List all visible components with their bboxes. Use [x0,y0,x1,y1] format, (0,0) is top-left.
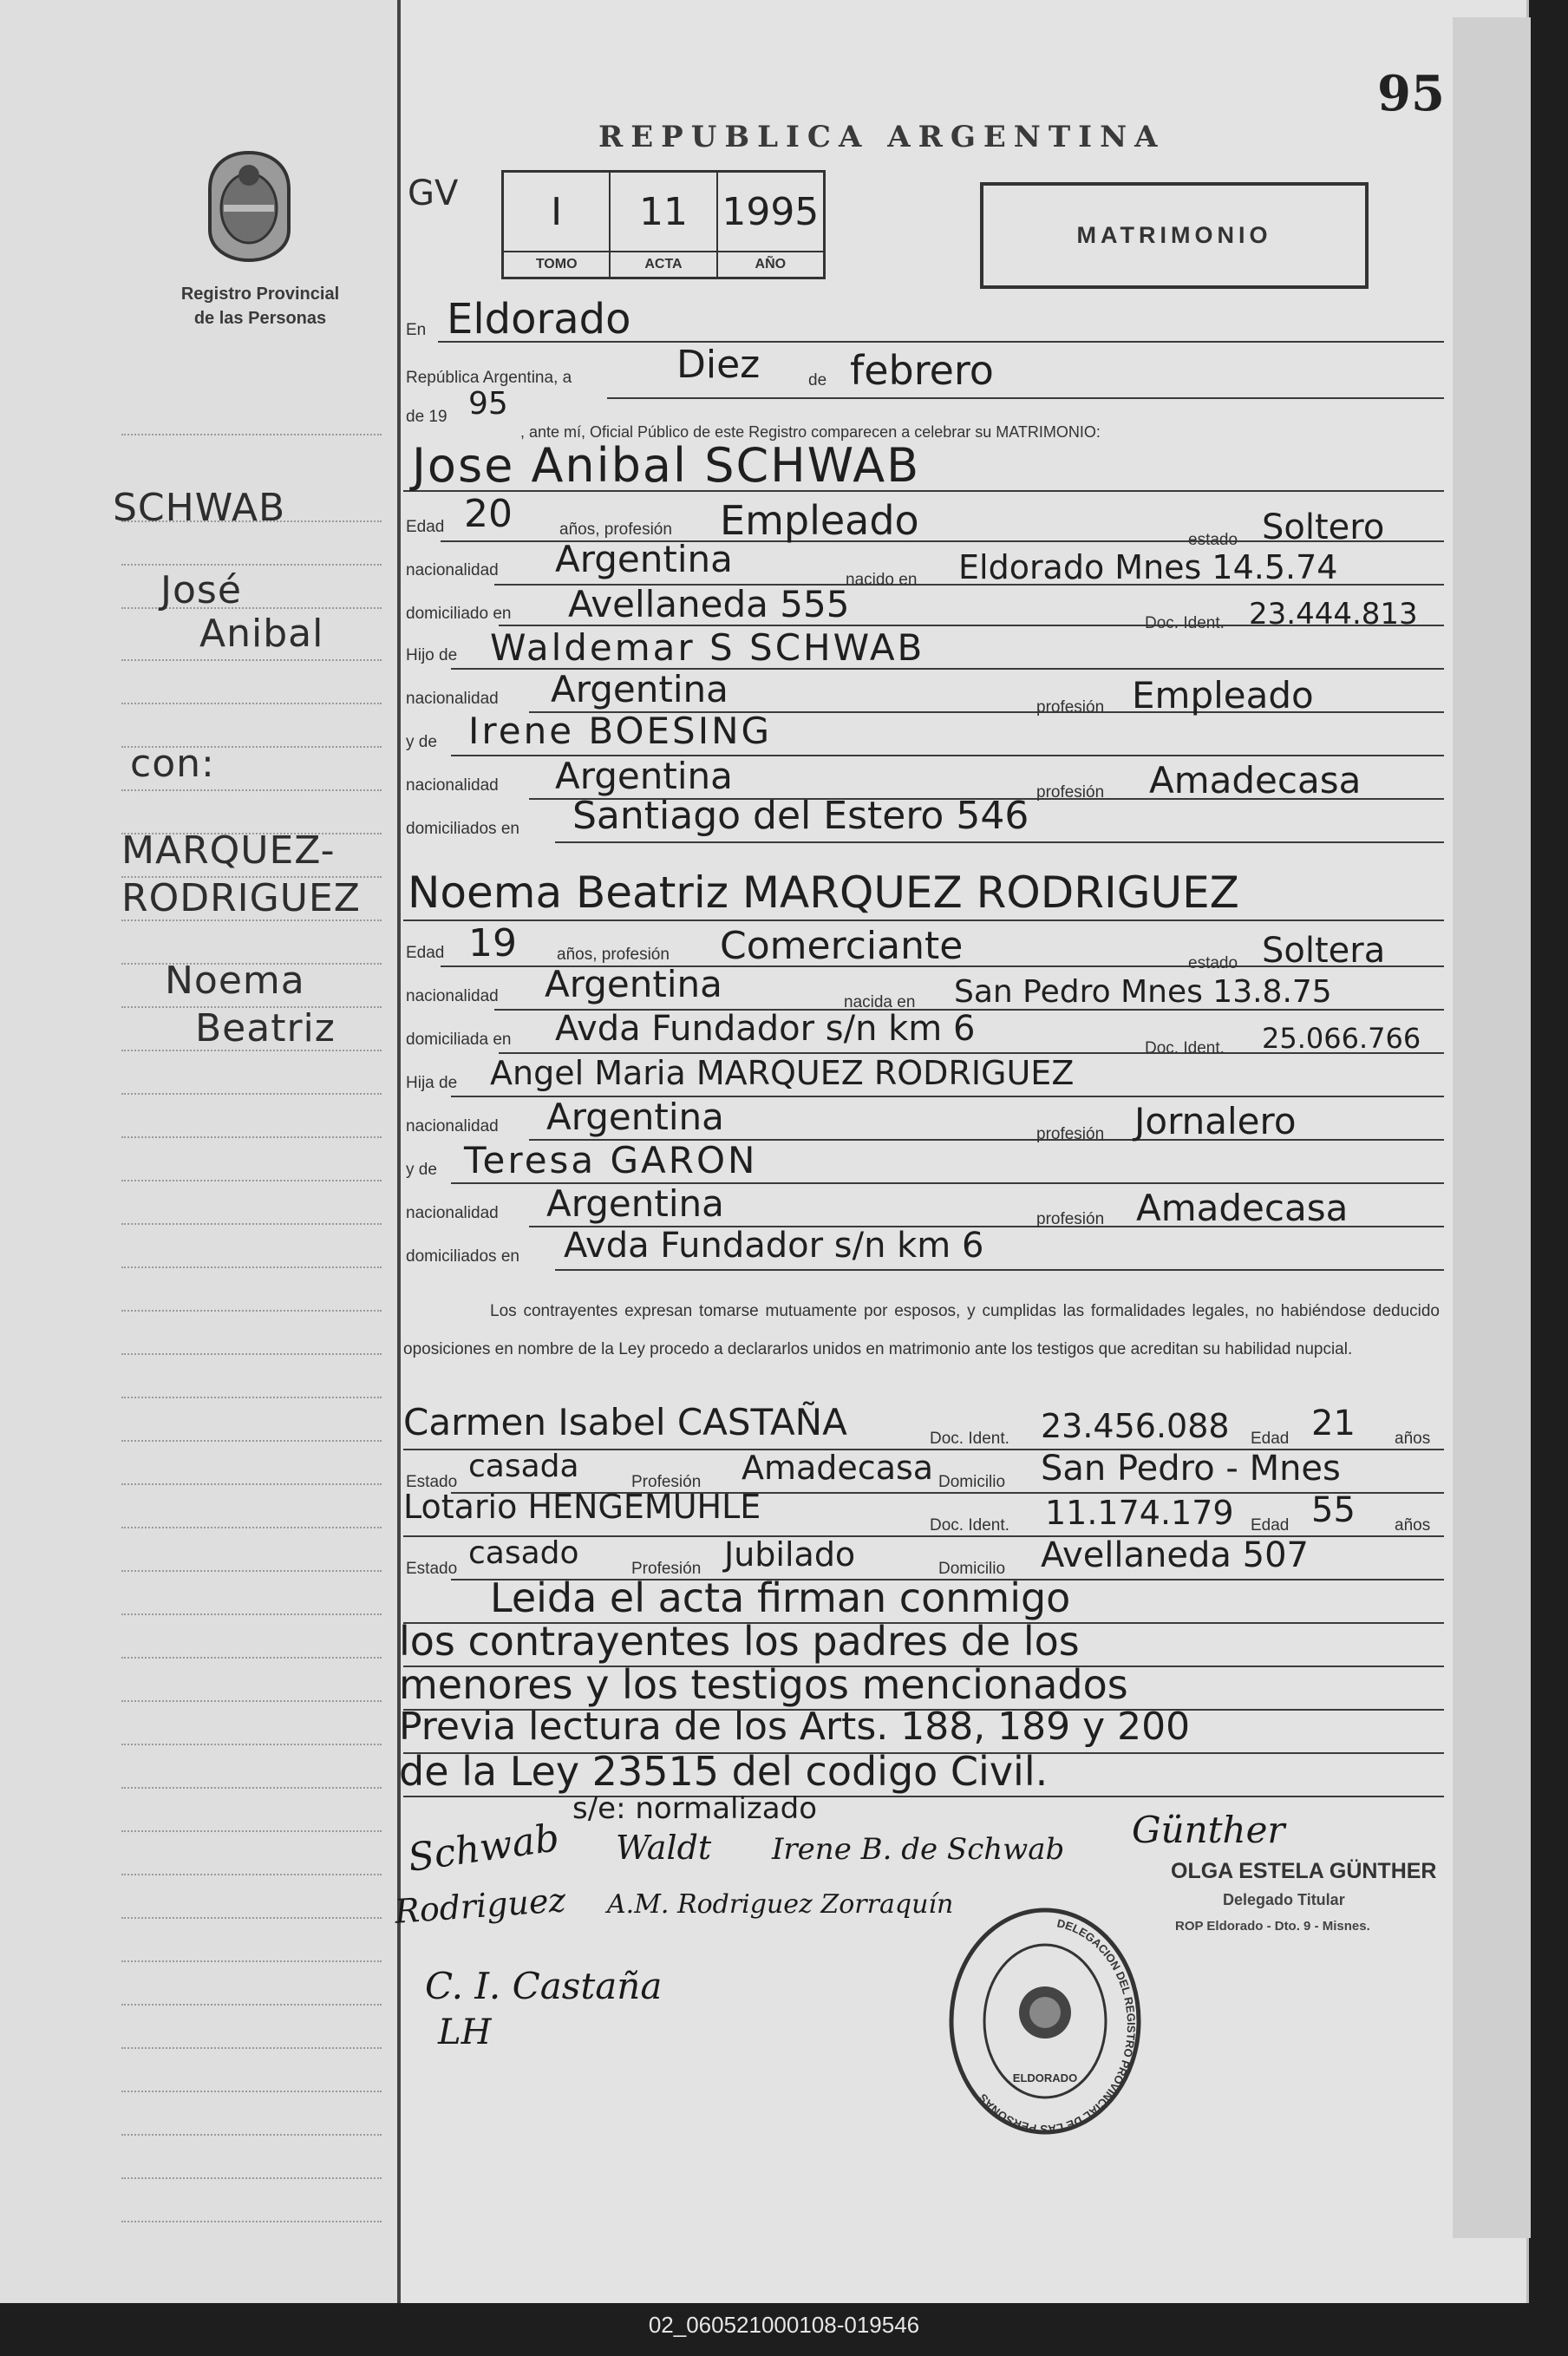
acta-cell [611,173,717,277]
signature: A.M. Rodriguez Zorraquín [607,1889,954,1920]
label: Domicilio [938,1560,1006,1578]
signature: C. I. Castaña [425,1965,663,2007]
margin-line [121,1136,382,1138]
label: profesión [1036,1125,1105,1143]
groom-profession: Empleado [720,497,919,544]
margin-line [121,434,382,435]
groom-father: Waldemar S SCHWAB [490,626,925,669]
signature: Rodriguez [393,1881,567,1931]
marriage-month: febrero [850,347,994,394]
note-line: Previa lectura de los Arts. 188, 189 y 200 [399,1705,1191,1749]
groom-parents-domicile: Santiago del Estero 546 [572,794,1029,838]
next-page-edge [1453,17,1531,2238]
margin-given-2: Beatriz [195,1006,336,1050]
label: Edad [1251,1430,1290,1448]
bride-father: Angel Maria MARQUEZ RODRIGUEZ [490,1054,1075,1092]
label: Edad [406,944,445,962]
note-line: Leida el acta firman conmigo [490,1574,1071,1621]
handwritten-mark: GV [408,173,459,213]
signature: Schwab [405,1816,562,1881]
margin-line [121,2091,382,2092]
official-title: Delegado Titular [1223,1891,1345,1908]
groom-mother: Irene BOESING [468,710,773,752]
official-rop: ROP Eldorado - Dto. 9 - Misnes. [1175,1919,1370,1934]
official-seal-icon [945,1904,1145,2138]
groom-father-nationality: Argentina [551,668,728,710]
acta-value: 11 [638,190,688,234]
margin-line [121,1787,382,1789]
margin-line [121,1917,382,1919]
form-line [555,1269,1444,1271]
label: domiciliados en [406,820,519,838]
groom-mother-nationality: Argentina [555,755,733,797]
margin-surname-1: SCHWAB [113,486,286,530]
witness2-profession: Jubilado [724,1535,856,1574]
margin-line [121,1223,382,1225]
de-label: de [808,371,827,389]
groom-birth: Eldorado Mnes 14.5.74 [958,548,1338,586]
groom-doc: 23.444.813 [1249,597,1418,632]
margin-line [121,1397,382,1398]
label: Estado [406,1560,458,1578]
margin-line [121,1310,382,1312]
label: Doc. Ident. [930,1430,1009,1448]
marriage-place: Eldorado [447,295,631,344]
groom-name: Jose Anibal SCHWAB [412,438,921,493]
label: Hijo de [406,646,458,664]
margin-line [121,1093,382,1095]
margin-line [121,1960,382,1962]
witness2-age: 55 [1311,1490,1356,1530]
label: nacionalidad [406,1117,499,1135]
label: profesión [1036,783,1105,802]
document-type-box: MATRIMONIO [980,182,1369,289]
margin-surname-2: RODRIGUEZ [121,876,361,920]
bride-mother: Teresa GARON [464,1139,758,1181]
republica-label: República Argentina, a [406,369,572,387]
margin-line [121,1353,382,1355]
witness1-name: Carmen Isabel CASTAÑA [403,1401,847,1443]
label: nacionalidad [406,561,499,579]
note-line: los contrayentes los padres de los [399,1618,1080,1665]
groom-father-profession: Empleado [1132,674,1314,717]
seal-city: ELDORADO [1012,2071,1078,2084]
tomo-label: TOMO [504,251,609,277]
witness1-profession: Amadecasa [742,1449,934,1487]
label: domiciliado en [406,605,512,623]
registro-line: de las Personas [193,309,327,328]
bride-profession: Comerciante [720,924,964,968]
witness1-status: casada [468,1449,579,1484]
label: Profesión [631,1473,702,1491]
margin-line [121,659,382,661]
margin-line [121,1700,382,1702]
official-signature: Günther [1132,1809,1285,1851]
label: profesión [1036,698,1105,717]
label: nacionalidad [406,690,499,708]
declaration-text: Los contrayentes expresan tomarse mutuamente por esposos, y cumplidas las formalidades legales, no habiéndose deducido oposiciones en nombre de la Ley procedo a declararlos unidos en matrimonio ante los testigos que acreditan su habilidad nupcial. [403,1302,1440,1358]
bride-mother-profession: Amadecasa [1136,1187,1349,1229]
ano-cell [718,173,823,277]
bride-father-nationality: Argentina [546,1096,724,1138]
margin-given-1: Anibal [199,612,324,656]
label: años, profesión [559,520,672,539]
groom-nationality: Argentina [555,538,733,580]
margin-line [121,2047,382,2049]
label: nacionalidad [406,987,499,1005]
signature: LH [438,2012,492,2052]
registro-label [130,282,390,330]
bride-doc: 25.066.766 [1262,1022,1421,1055]
bride-father-profession: Jornalero [1134,1100,1297,1142]
margin-line [121,1744,382,1745]
form-line [403,1796,1444,1797]
margin-line [121,2221,382,2222]
margin-line [121,1527,382,1528]
label: estado [1188,531,1238,549]
bride-mother-nationality: Argentina [546,1182,724,1225]
bride-domicile: Avda Fundador s/n km 6 [555,1009,976,1049]
margin-line [121,703,382,704]
tomo-value: I [551,190,563,234]
label: domiciliados en [406,1247,519,1266]
witness2-domicile: Avellaneda 507 [1041,1535,1309,1575]
scan-id: 02_060521000108-019546 [648,2312,920,2338]
bride-age: 19 [468,921,517,965]
label: domiciliada en [406,1031,512,1049]
margin-line [121,1180,382,1181]
label: Estado [406,1473,458,1491]
groom-domicile: Avellaneda 555 [568,583,850,625]
label: Doc. Ident. [1145,614,1225,632]
label: años [1395,1430,1431,1448]
signature: Waldt [616,1829,712,1867]
margin-line [121,1483,382,1485]
form-line [403,919,1444,921]
margin-line [121,1874,382,1875]
witness2-name: Lotario HENGEMUHLE [403,1488,761,1526]
bride-parents-domicile: Avda Fundador s/n km 6 [564,1226,984,1266]
margin-given-1: José [160,568,242,612]
note-line: s/e: normalizado [572,1791,817,1826]
margin-line [121,1657,382,1659]
ano-value: 1995 [722,190,820,234]
witness2-status: casado [468,1535,579,1571]
margin-line [121,1440,382,1442]
bride-name: Noema Beatriz MARQUEZ RODRIGUEZ [408,867,1239,918]
groom-status: Soltero [1262,507,1385,547]
comparecen-text: , ante mí, Oficial Público de este Registro comparecen a celebrar su MATRIMONIO: [520,423,1101,441]
label: estado [1188,954,1238,972]
label: Hija de [406,1074,458,1092]
label: Edad [1251,1516,1290,1535]
witness1-age: 21 [1311,1404,1356,1443]
marriage-day: Diez [676,343,761,387]
margin-line [121,1613,382,1615]
form-line [607,397,1444,399]
witness1-doc: 23.456.088 [1041,1407,1230,1445]
page-number: 95 [1377,65,1445,122]
margin-surname-2: MARQUEZ- [121,828,336,873]
groom-mother-profession: Amadecasa [1149,759,1362,802]
en-label: En [406,321,427,339]
margin-line [121,2004,382,2006]
witness1-domicile: San Pedro - Mnes [1041,1449,1341,1489]
note-line: de la Ley 23515 del codigo Civil. [399,1748,1049,1795]
bride-status: Soltera [1262,931,1386,971]
margin-given-2: Noema [165,959,305,1003]
label: Edad [406,518,445,536]
groom-age: 20 [464,492,513,536]
acta-identifier [501,170,826,279]
label: nacida en [844,993,916,1011]
ano-label: AÑO [718,251,823,277]
label: Doc. Ident. [930,1516,1009,1535]
label: Profesión [631,1560,702,1578]
official-name: OLGA ESTELA GÜNTHER [1171,1859,1437,1883]
margin-line [121,789,382,791]
margin-con: con: [130,742,215,786]
tomo-cell [504,173,611,277]
witness2-doc: 11.174.179 [1045,1494,1234,1532]
margin-line [121,1570,382,1572]
marriage-year: 95 [468,386,508,422]
margin-line [121,2134,382,2136]
label: profesión [1036,1210,1105,1228]
seal-text: DELEGACION DEL REGISTRO PROVINCIAL DE LAS PERSONAS [976,1916,1139,2137]
margin-line [121,564,382,566]
label: y de [406,733,437,751]
label: nacido en [846,571,918,589]
margin-line [121,2177,382,2179]
year-prefix: de 19 [406,408,448,426]
label: años [1395,1516,1431,1535]
coat-of-arms-icon [199,147,299,265]
bride-nationality: Argentina [545,963,722,1005]
margin-line [121,1830,382,1832]
registro-line: Registro Provincial [180,285,340,304]
label: Domicilio [938,1473,1006,1491]
note-line: menores y los testigos mencionados [399,1661,1128,1708]
label: nacionalidad [406,776,499,795]
label: Doc. Ident. [1145,1039,1225,1057]
margin-column [0,0,401,2303]
label: años, profesión [557,946,670,964]
margin-line [121,1266,382,1268]
acta-label: ACTA [611,251,715,277]
label: nacionalidad [406,1204,499,1222]
signature: Irene B. de Schwab [772,1832,1065,1867]
bride-birth: San Pedro Mnes 13.8.75 [954,974,1332,1010]
label: y de [406,1161,437,1179]
form-line [555,841,1444,843]
page-title: REPUBLICA ARGENTINA [598,120,1166,154]
